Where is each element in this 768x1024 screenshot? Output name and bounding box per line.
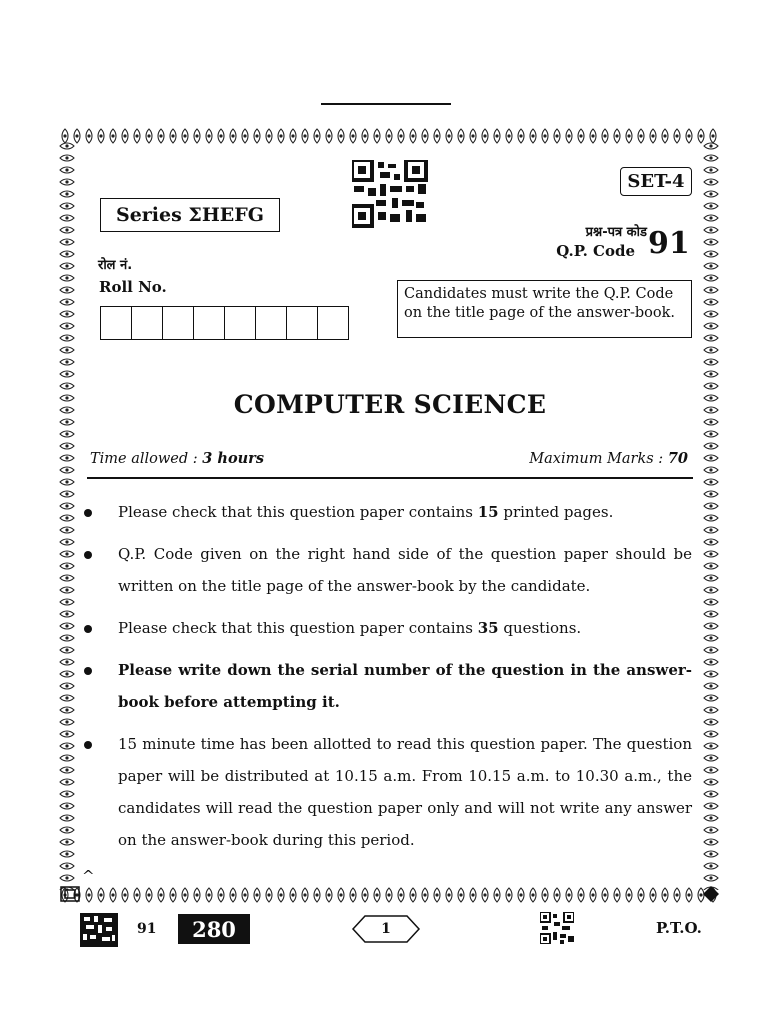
series-label: Series ΣHEFG	[100, 198, 280, 232]
bullet-dot	[84, 741, 92, 749]
footer-qp-code: 91	[137, 921, 157, 937]
pto-label: P.T.O.	[656, 919, 702, 937]
page-number: 1	[381, 921, 391, 937]
caret-mark: ^	[82, 867, 95, 885]
roll-no-label: Roll No.	[99, 278, 167, 296]
instruction-item: 15 minute time has been allotted to read this question paper. The question paper will be distributed at 10.15 a.m. From 10.15 a.m. to 10.30 a.m., the candidates will read the question paper only and will not write any answer on the answer-book during this period.	[82, 728, 692, 856]
maximum-marks	[470, 450, 688, 467]
decorative-border-bottom	[59, 887, 719, 903]
datamatrix-code	[80, 913, 118, 951]
title-rule	[87, 477, 693, 479]
top-rule	[321, 103, 451, 105]
roll-no-hindi-label: रोल नं.	[98, 258, 133, 273]
instruction-item: Please check that this question paper contains 15 printed pages.	[82, 496, 692, 528]
decorative-border-top	[59, 128, 719, 144]
bullet-dot	[84, 625, 92, 633]
roll-no-box[interactable]	[224, 306, 256, 340]
instruction-item: Please check that this question paper contains 35 questions.	[82, 612, 692, 644]
corner-ornament-right	[702, 885, 720, 907]
marks-label: Maximum Marks :	[529, 451, 668, 467]
roll-no-boxes	[100, 306, 348, 340]
roll-no-box[interactable]	[286, 306, 318, 340]
time-value: 3 hours	[202, 450, 264, 467]
set-badge: SET-4	[620, 167, 692, 196]
qp-code-hindi-label: प्रश्न-पत्र कोड	[585, 225, 647, 240]
footer-qr-code	[540, 912, 574, 948]
decorative-border-right	[703, 140, 719, 890]
instruction-item: Q.P. Code given on the right hand side of the question paper should be written on the title page of the answer-book by the candidate.	[82, 538, 692, 602]
instruction-item: Please write down the serial number of the question in the answer-book before attempting it.	[82, 654, 692, 718]
time-allowed	[90, 450, 264, 467]
marks-value: 70	[667, 450, 688, 467]
qp-code-label: Q.P. Code	[556, 242, 635, 260]
corner-ornament-left	[60, 886, 80, 906]
bullet-dot	[84, 509, 92, 517]
roll-no-box[interactable]	[131, 306, 163, 340]
bullet-dot	[84, 667, 92, 675]
roll-no-box[interactable]	[317, 306, 349, 340]
time-label: Time allowed :	[90, 451, 203, 467]
roll-no-box[interactable]	[162, 306, 194, 340]
footer-paper-number: 280	[178, 914, 250, 944]
qp-code-value: 91	[648, 226, 690, 261]
exam-title: COMPUTER SCIENCE	[233, 390, 547, 419]
roll-no-box[interactable]	[193, 306, 225, 340]
roll-no-box[interactable]	[100, 306, 132, 340]
bullet-dot	[84, 551, 92, 559]
instructions-list	[82, 496, 692, 866]
qr-code	[352, 160, 428, 232]
qp-code-notice: Candidates must write the Q.P. Code on the title page of the answer-book.	[397, 280, 692, 338]
roll-no-box[interactable]	[255, 306, 287, 340]
decorative-border-left	[59, 140, 75, 890]
